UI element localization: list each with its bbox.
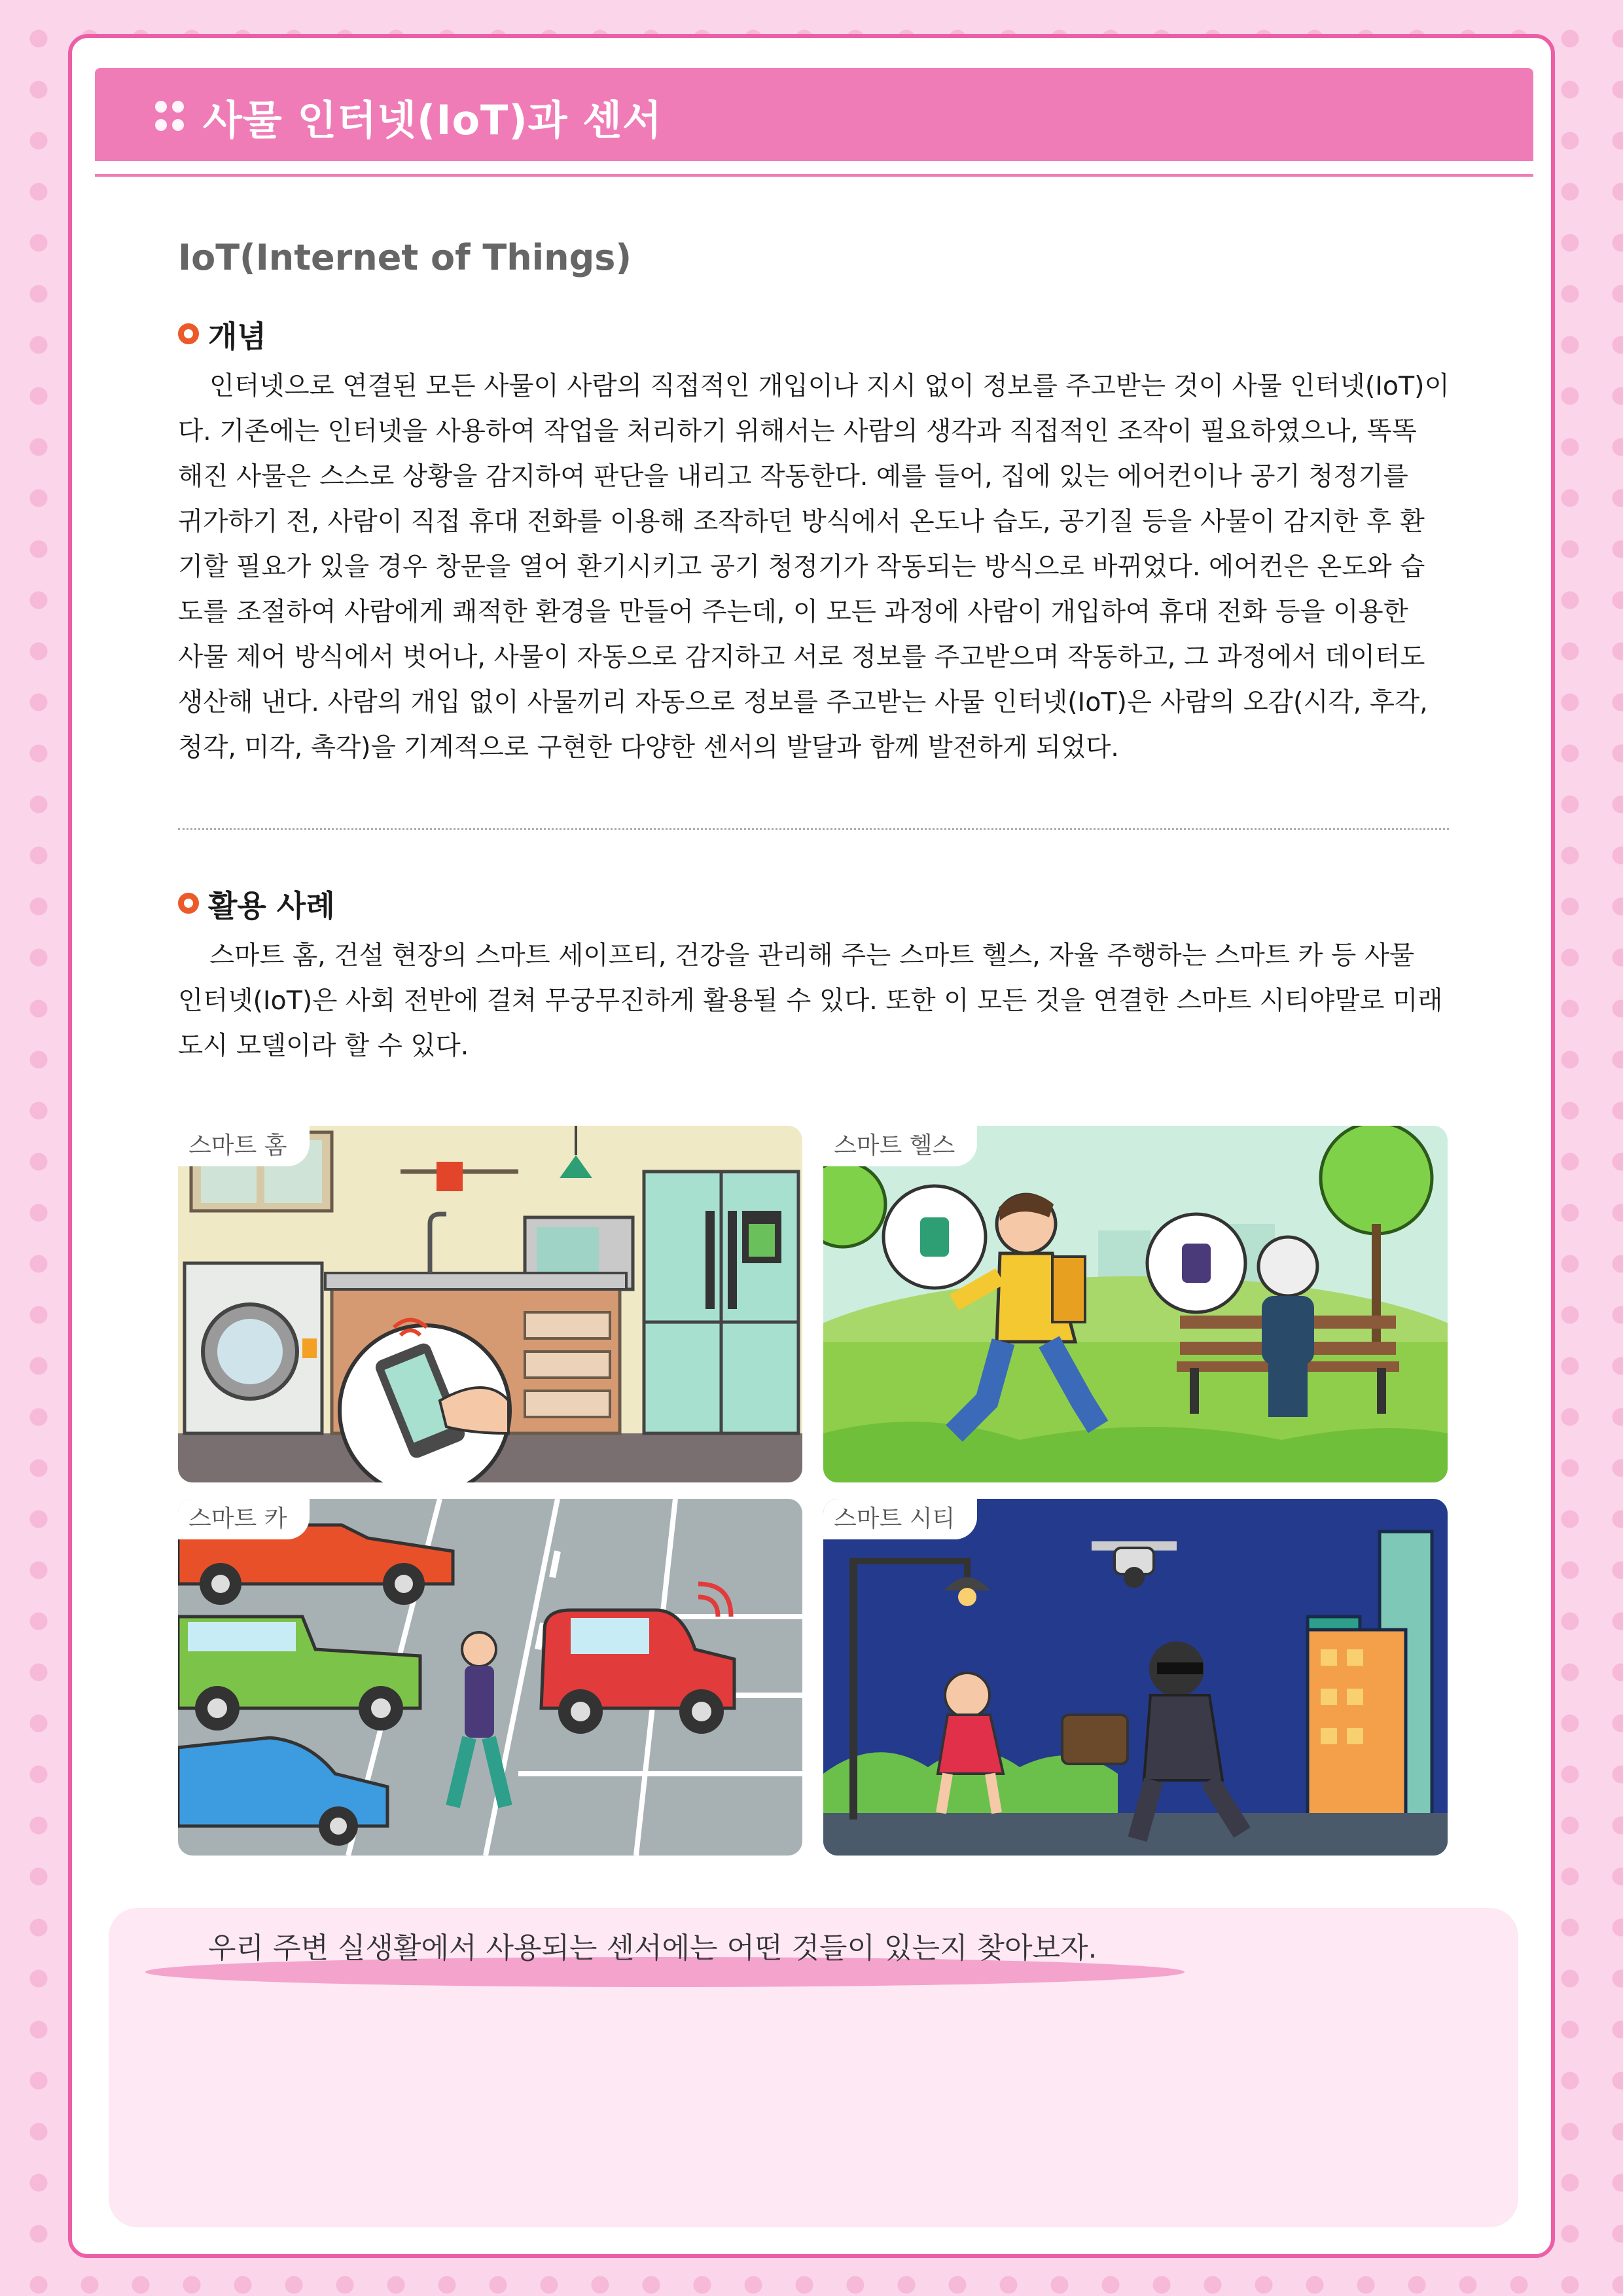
usage-line: 스마트 홈, 건설 현장의 스마트 세이프티, 건강을 관리해 주는 스마트 헬스, 자율 주행하는 스마트 카 등 사물 (209, 941, 1415, 971)
concept-line: 생산해 낸다. 사람의 개입 없이 사물끼리 자동으로 정보를 주고받는 사물 인터넷(IoT)은 사람의 오감(시각, 후각, (178, 687, 1428, 717)
bullet-circle-icon (178, 323, 199, 344)
question-prompt: 우리 주변 실생활에서 사용되는 센서에는 어떤 것들이 있는지 찾아보자. (208, 1931, 1097, 1965)
concept-line: 청각, 미각, 촉각)을 기계적으로 구현한 다양한 센서의 발달과 함께 발전하게 되었다. (178, 732, 1119, 762)
concept-line: 다. 기존에는 인터넷을 사용하여 작업을 처리하기 위해서는 사람의 생각과 직접적인 조작이 필요하였으나, 똑똑 (178, 416, 1417, 446)
concept-heading-label: 개념 (208, 319, 266, 354)
usage-line: 도시 모델이라 할 수 있다. (178, 1031, 469, 1061)
usage-paragraph (178, 933, 1536, 1069)
panel-tag-car: 스마트 카 (178, 1499, 310, 1539)
smart-car-illustration (178, 1499, 802, 1856)
usage-heading-label: 활용 사례 (208, 888, 335, 924)
panel-tag-city: 스마트 시티 (823, 1499, 977, 1539)
concept-line: 기할 필요가 있을 경우 창문을 열어 환기시키고 공기 청정기가 작동되는 방식으로 바뀌었다. 에어컨은 온도와 습 (178, 552, 1425, 582)
section-divider (178, 828, 1449, 830)
concept-paragraph (178, 364, 1536, 770)
concept-line: 인터넷으로 연결된 모든 사물이 사람의 직접적인 개입이나 지시 없이 정보를 주고받는 것이 사물 인터넷(IoT)이 (209, 371, 1450, 401)
smart-home-illustration (178, 1126, 802, 1482)
smart-health-illustration (823, 1126, 1448, 1482)
concept-line: 귀가하기 전, 사람이 직접 휴대 전화를 이용해 조작하던 방식에서 온도나 습도, 공기질 등을 사물이 감지한 후 환 (178, 507, 1425, 537)
concept-line: 사물 제어 방식에서 벗어나, 사물이 자동으로 감지하고 서로 정보를 주고받으며 작동하고, 그 과정에서 데이터도 (178, 642, 1425, 672)
page-title: 사물 인터넷(IoT)과 센서 (203, 96, 662, 144)
title-dots-icon (155, 101, 194, 137)
panel-tag-home: 스마트 홈 (178, 1126, 310, 1166)
concept-line: 도를 조절하여 사람에게 쾌적한 환경을 만들어 주는데, 이 모든 과정에 사람이 개입하여 휴대 전화 등을 이용한 (178, 597, 1408, 627)
section-title: IoT(Internet of Things) (178, 237, 632, 278)
smart-city-illustration (823, 1499, 1448, 1856)
concept-line: 해진 사물은 스스로 상황을 감지하여 판단을 내리고 작동한다. 예를 들어, 집에 있는 에어컨이나 공기 청정기를 (178, 461, 1408, 492)
title-bar (95, 68, 1533, 161)
panel-tag-health: 스마트 헬스 (823, 1126, 977, 1166)
bullet-circle-icon (178, 893, 199, 914)
title-underline (95, 174, 1533, 177)
usage-line: 인터넷(IoT)은 사회 전반에 걸쳐 무궁무진하게 활용될 수 있다. 또한 이 모든 것을 연결한 스마트 시티야말로 미래 (178, 986, 1443, 1016)
